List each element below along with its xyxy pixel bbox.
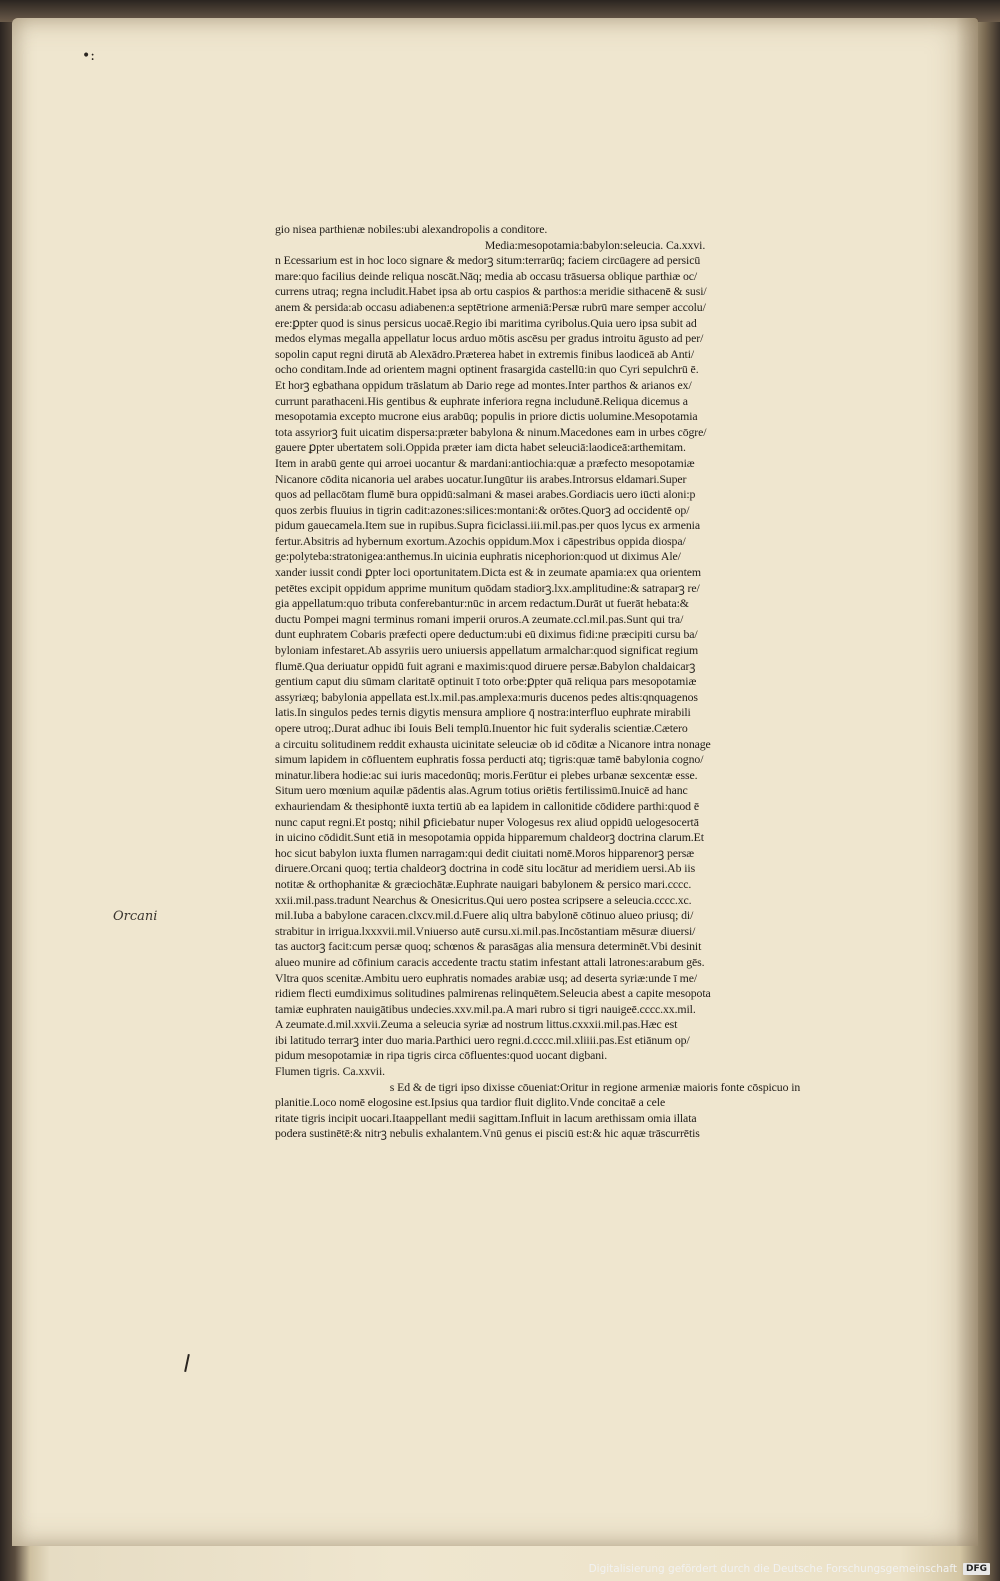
- text-line: latis.In singulos pedes ternis digytis mensura ampliore q̄ nostra:interfluo euphrate mirabili: [275, 705, 691, 720]
- text-line: dunt euphratem Cobaris præfecti opere deductum:ubi eū diximus fidi:ne præcipiti cursu ba/: [275, 627, 698, 642]
- text-line: sopolin caput regni dirutā ab Alexādro.Præterea habet in extremis finibus laodiceā ab Anti/: [275, 346, 695, 361]
- digitization-caption: [589, 1557, 990, 1581]
- text-line: xxii.mil.pass.tradunt Nearchus & Onesicritus.Qui uero postea scripsere a seleucia.cccc.xc.: [275, 892, 692, 907]
- text-line: Vltra quos scenitæ.Ambitu uero euphratis nomades arabiæ usq; ad deserta syriæ:unde ī me/: [275, 970, 698, 985]
- text-line: in uicino cōdidit.Sunt etiā in mesopotamia oppida hipparemum chaldeorꝫ doctrina clarum.Et: [275, 830, 704, 845]
- text-line: ridiem flecti eumdiximus solitudines palmirenas relinquētem.Seleucia abest a capite mesopota: [275, 986, 711, 1001]
- text-line: Flumen tigris. Ca.xxvii.: [275, 1064, 385, 1079]
- text-line: tamiæ euphraten nauigātibus undecies.xxv.mil.pa.A mari rubro si tigri nauigeē.cccc.xx.mil.: [275, 1001, 696, 1016]
- text-line: xander iussit condi ꝑpter loci oportunitatem.Dicta est & in zeumate apamia:ex qua orientem: [275, 565, 701, 580]
- text-line: simum lapidem in cōfluentem euphratis fossa perducti atq; tigris:quæ tamē babylonia cogno/: [275, 752, 704, 767]
- text-line: Et horꝫ egbathana oppidum trāslatum ab Dario rege ad montes.Inter parthos & arianos ex/: [275, 377, 692, 392]
- text-line: ibi latitudo terrarꝫ inter duo maria.Parthici uero regni.d.cccc.mil.xliiii.pas.Est etiānum op/: [275, 1032, 690, 1047]
- text-line: tas auctorꝫ facit:cum persæ quoq; schœnos & parasāgas alia mensura determinēt.Vbi desinit: [275, 939, 702, 954]
- text-line: A zeumate.d.mil.xxvii.Zeuma a seleucia syriæ ad nostrum littus.cxxxii.mil.pas.Hæc est: [275, 1017, 678, 1032]
- text-line: opere utroq;.Durat adhuc ibi Iouis Beli templū.Inuentor hic fuit syderalis scientiæ.Cætero: [275, 721, 688, 735]
- text-line: assyriæq; babylonia appellata est.lx.mil.pas.amplexa:muris ducenos pedes altis:qnquagenos: [275, 689, 698, 704]
- text-line: ritate tigris incipit uocari.Itaappellant medii sagittam.Influit in lacum arethissam omia illata: [275, 1110, 697, 1125]
- text-line: gentium caput diu sūmam claritatē optinuit ī toto orbe:ꝑpter quā reliqua pars mesopotamiæ: [275, 674, 697, 689]
- text-line: ductu Pompei magni terminus romani imperii oruros.A zeumate.ccl.mil.pas.Sunt qui tra/: [275, 611, 684, 626]
- text-line: n Ecessarium est in hoc loco signare & medorꝫ situm:terrarūq; faciem circūagere ad persicū: [275, 253, 701, 268]
- text-line: Item in arabū gente qui arroei uocantur & mardani:antiochia:quæ a præfecto mesopotamiæ: [275, 455, 695, 470]
- text-line: notitæ & orthophanitæ & græciochātæ.Euphrate nauigari babylonem & persico mari.cccc.: [275, 876, 692, 891]
- text-line: currens utraq; regna includit.Habet ipsa ab ortu caspios & parthos:a meridie sithacenē & susi/: [275, 284, 707, 299]
- text-line: gia appellatum:quo tributa conferebantur:nūc in arcem redactum.Durāt ut fuerāt hebata:&: [275, 596, 689, 611]
- text-line: gauere ꝑpter ubertatem soli.Oppida præter iam dicta habet seleuciā:laodiceā:arthemitam.: [275, 440, 686, 455]
- text-line: planitie.Loco nomē elogosine est.Ipsius qua tardior fluit diglito.Vnde concitaē a cele: [275, 1095, 666, 1110]
- text-line: mesopotamia excepto mucrone eius arabūq; populis in priore dictis uolumine.Mesopotamia: [275, 409, 698, 424]
- text-line: tota assyriorꝫ fuit uicatim dispersa:præter babylona & ninum.Macedones eam in urbes cōgre/: [275, 424, 707, 439]
- dfg-logo: DFG: [963, 1563, 990, 1575]
- text-line: s Ed & de tigri ipso dixisse cōueniat:Oritur in regione armeniæ maioris fonte cōspicuo in: [389, 1079, 801, 1094]
- text-line: petētes excipit oppidum apprime munitum quōdam stadiorꝫ.lxx.amplitudine:& satraparꝫ re/: [275, 580, 700, 595]
- text-line: medos elymas megalla appellatur locus arduo mōtis ascēsu per gradus introitu āgusto ad per/: [275, 331, 704, 346]
- text-line: diruere.Orcani quoq; tertia chaldeorꝫ doctrina in codē situ locātur ad meridiem uersi.Ab iis: [275, 861, 696, 876]
- text-line: flumē.Qua deriuatur oppidū fuit agrani e maximis:quod diruere persæ.Babylon chaldaicarꝫ: [275, 658, 696, 673]
- text-line: strabitur in irrigua.lxxxvii.mil.Vniuerso autē cursu.xi.mil.pas.Incōstantiam mēsuræ diuersi/: [275, 923, 696, 938]
- text-line: Nicanore cōdita nicanoria uel arabes uocatur.Iungūtur iis arabes.Introrsus eldamari.Super: [275, 471, 687, 486]
- text-line: anem & persida:ab occasu adiabenen:a septētrione armeniā:Persæ rubrū mare semper accolu/: [275, 299, 706, 314]
- text-line: quos ad pellacōtam flumē bura oppidū:salmani & masei arabes.Gordiacis uero iūcti aloni:p: [275, 487, 696, 502]
- text-line: hoc sicut babylon iuxta flumen narragam:qui dedit ciuitati nomē.Moros hipparenorꝫ persæ: [275, 845, 694, 860]
- text-line: byloniam infestaret.Ab assyriis uero uniuersis appellatum armalchar:quod significat regium: [275, 643, 699, 658]
- text-line: ocho conditam.Inde ad orientem magni optinent frasargida castellū:in quo Cyri sepulchrū ē.: [275, 362, 699, 377]
- text-line: mil.Iuba a babylone caracen.clxcv.mil.d.Fuere aliq ultra babylonē cōtinuo alueo priusq; di/: [275, 908, 694, 923]
- main-text-block: [275, 222, 875, 1142]
- text-line: a circuitu solitudinem reddit exhausta uicinitate seleuciæ ob id cōditæ a Nicanore intra nonage: [275, 736, 711, 751]
- text-line: pidum gauecamela.Item sue in rupibus.Supra ficiclassi.iii.mil.pas.per quos lycus ex armenia: [275, 518, 700, 533]
- text-line: ere:ꝑpter quod is sinus persicus uocaē.Regio ibi maritima cyribolus.Quia uero ipsa subit ad: [275, 315, 697, 330]
- text-line: exhauriendam & thesiphontē iuxta tertiū ab ea lapidem in callonitide cōdidere parthi:quod ē: [275, 798, 699, 813]
- text-line: fertur.Absitris ad hybernum exortum.Azochis oppidum.Mox i cāpestribus oppida diospa/: [275, 533, 686, 548]
- top-marker: •:: [82, 48, 95, 64]
- text-line: Situm uero mœnium aquilæ pādentis alas.Agrum totius oriētis fertilissimū.Inuicē ad hanc: [275, 783, 688, 798]
- text-line: minatur.libera hodie:ac sui iuris macedonūq; moris.Ferūtur ei plebes urbanæ sexcentæ esse.: [275, 767, 698, 782]
- text-line: mare:quo facilius deinde reliqua noscāt.Nāq; media ab occasu trāsuersa oblique parthiæ oc/: [275, 268, 698, 283]
- page-gutter-shadow: [956, 18, 978, 1546]
- margin-note: Orcani: [113, 909, 158, 924]
- text-line: gio nisea parthienæ nobiles:ubi alexandropolis a conditore.: [275, 222, 548, 236]
- text-line: alueo munire ad cōfinium caracis accedente tractu statim infestant attali latrones:arabum gēs.: [275, 954, 705, 969]
- text-line: ge:polyteba:stratonigea:anthemus.In uicinia euphratis nicephorion:quod ut diximus Ale/: [275, 549, 681, 564]
- text-line: quos zerbis fluuius in tigrin cadit:azones:silices:montani:& orōtes.Quorꝫ ad occidentē op/: [275, 502, 690, 517]
- text-line: Media:mesopotamia:babylon:seleucia. Ca.xxvi.: [484, 237, 706, 252]
- caption-text: Digitalisierung gefördert durch die Deutsche Forschungsgemeinschaft: [588, 1563, 957, 1575]
- text-line: currunt parathaceni.His gentibus & euphrate inferiora regna includunē.Reliqua dicemus a: [275, 393, 688, 408]
- text-line: podera sustinētē:& nitrꝫ nebulis exhalantem.Vnū genus ei pisciū est:& hic aquæ trāscurrētis: [275, 1126, 700, 1141]
- text-line: nunc caput regni.Et postq; nihil ꝑficiebatur nuper Vologesus rex aliud oppidū uelogesocertā: [275, 814, 699, 829]
- text-line: pidum mesopotamiæ in ripa tigris circa cōfluentes:quod uocant digbani.: [275, 1048, 608, 1063]
